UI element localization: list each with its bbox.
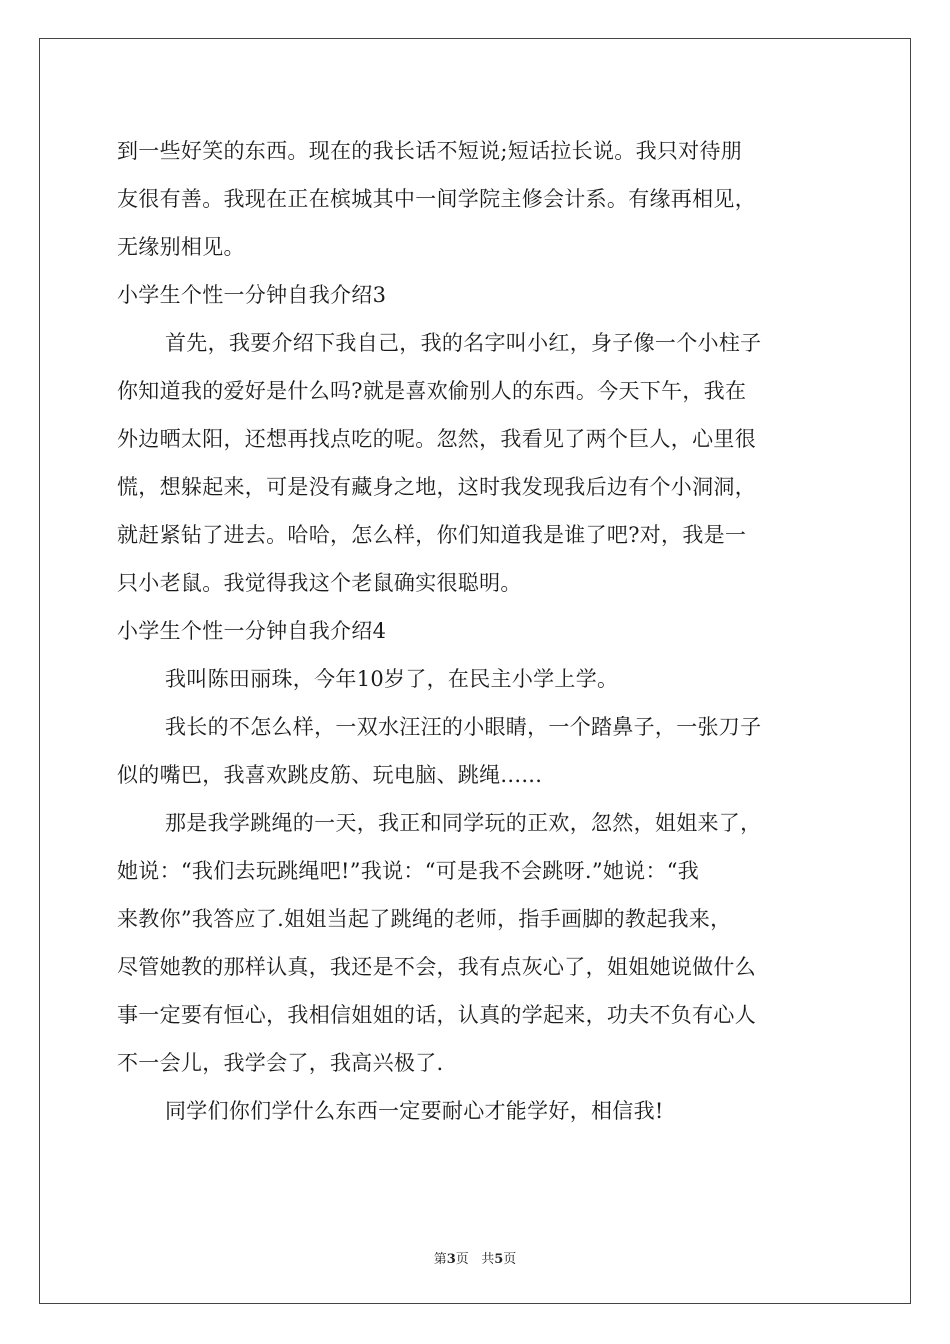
text-line: 同学们你们学什么东西一定要耐心才能学好，相信我!	[165, 1099, 664, 1123]
text-line: 友很有善。我现在正在槟城其中一间学院主修会计系。有缘再相见，	[117, 187, 756, 211]
footer-prefix: 第	[433, 1252, 447, 1267]
section-heading: 小学生个性一分钟自我介绍3	[117, 283, 387, 307]
text-line: 我叫陈田丽珠，今年10岁了，在民主小学上学。	[165, 667, 619, 691]
text-line: 只小老鼠。我觉得我这个老鼠确实很聪明。	[117, 571, 522, 595]
text-line: 不一会儿，我学会了，我高兴极了.	[117, 1051, 444, 1075]
text-line: 你知道我的爱好是什么吗?就是喜欢偷别人的东西。今天下午，我在	[117, 379, 747, 403]
text-line: 她说：“我们去玩跳绳吧!”我说：“可是我不会跳呀.”她说：“我	[117, 859, 700, 883]
document-body	[117, 127, 835, 1135]
footer-total-prefix: 共	[481, 1252, 495, 1267]
text-line: 首先，我要介绍下我自己，我的名字叫小红，身子像一个小柱子	[165, 331, 762, 355]
current-page-number: 3	[446, 1252, 456, 1267]
text-line: 那是我学跳绳的一天，我正和同学玩的正欢，忽然，姐姐来了，	[165, 811, 762, 835]
text-line: 似的嘴巴，我喜欢跳皮筋、玩电脑、跳绳......	[117, 763, 543, 787]
text-line: 我长的不怎么样，一双水汪汪的小眼睛，一个踏鼻子，一张刀子	[165, 715, 762, 739]
page-footer	[0, 1248, 950, 1267]
text-line: 尽管她教的那样认真，我还是不会，我有点灰心了，姐姐她说做什么	[117, 955, 756, 979]
text-line: 无缘别相见。	[117, 235, 245, 259]
footer-total-suffix: 页	[503, 1252, 517, 1267]
total-pages-number: 5	[494, 1252, 504, 1267]
section-heading: 小学生个性一分钟自我介绍4	[117, 619, 387, 643]
footer-page-word: 页	[455, 1252, 469, 1267]
text-line: 外边晒太阳，还想再找点吃的呢。忽然，我看见了两个巨人，心里很	[117, 427, 756, 451]
text-line: 慌，想躲起来，可是没有藏身之地，这时我发现我后边有个小洞洞，	[117, 475, 756, 499]
text-line: 事一定要有恒心，我相信姐姐的话，认真的学起来，功夫不负有心人	[117, 1003, 756, 1027]
text-line: 就赶紧钻了进去。哈哈，怎么样，你们知道我是谁了吧?对，我是一	[117, 523, 747, 547]
text-line: 到一些好笑的东西。现在的我长话不短说;短话拉长说。我只对待朋	[117, 139, 743, 163]
text-line: 来教你”我答应了.姐姐当起了跳绳的老师，指手画脚的教起我来，	[117, 907, 732, 931]
